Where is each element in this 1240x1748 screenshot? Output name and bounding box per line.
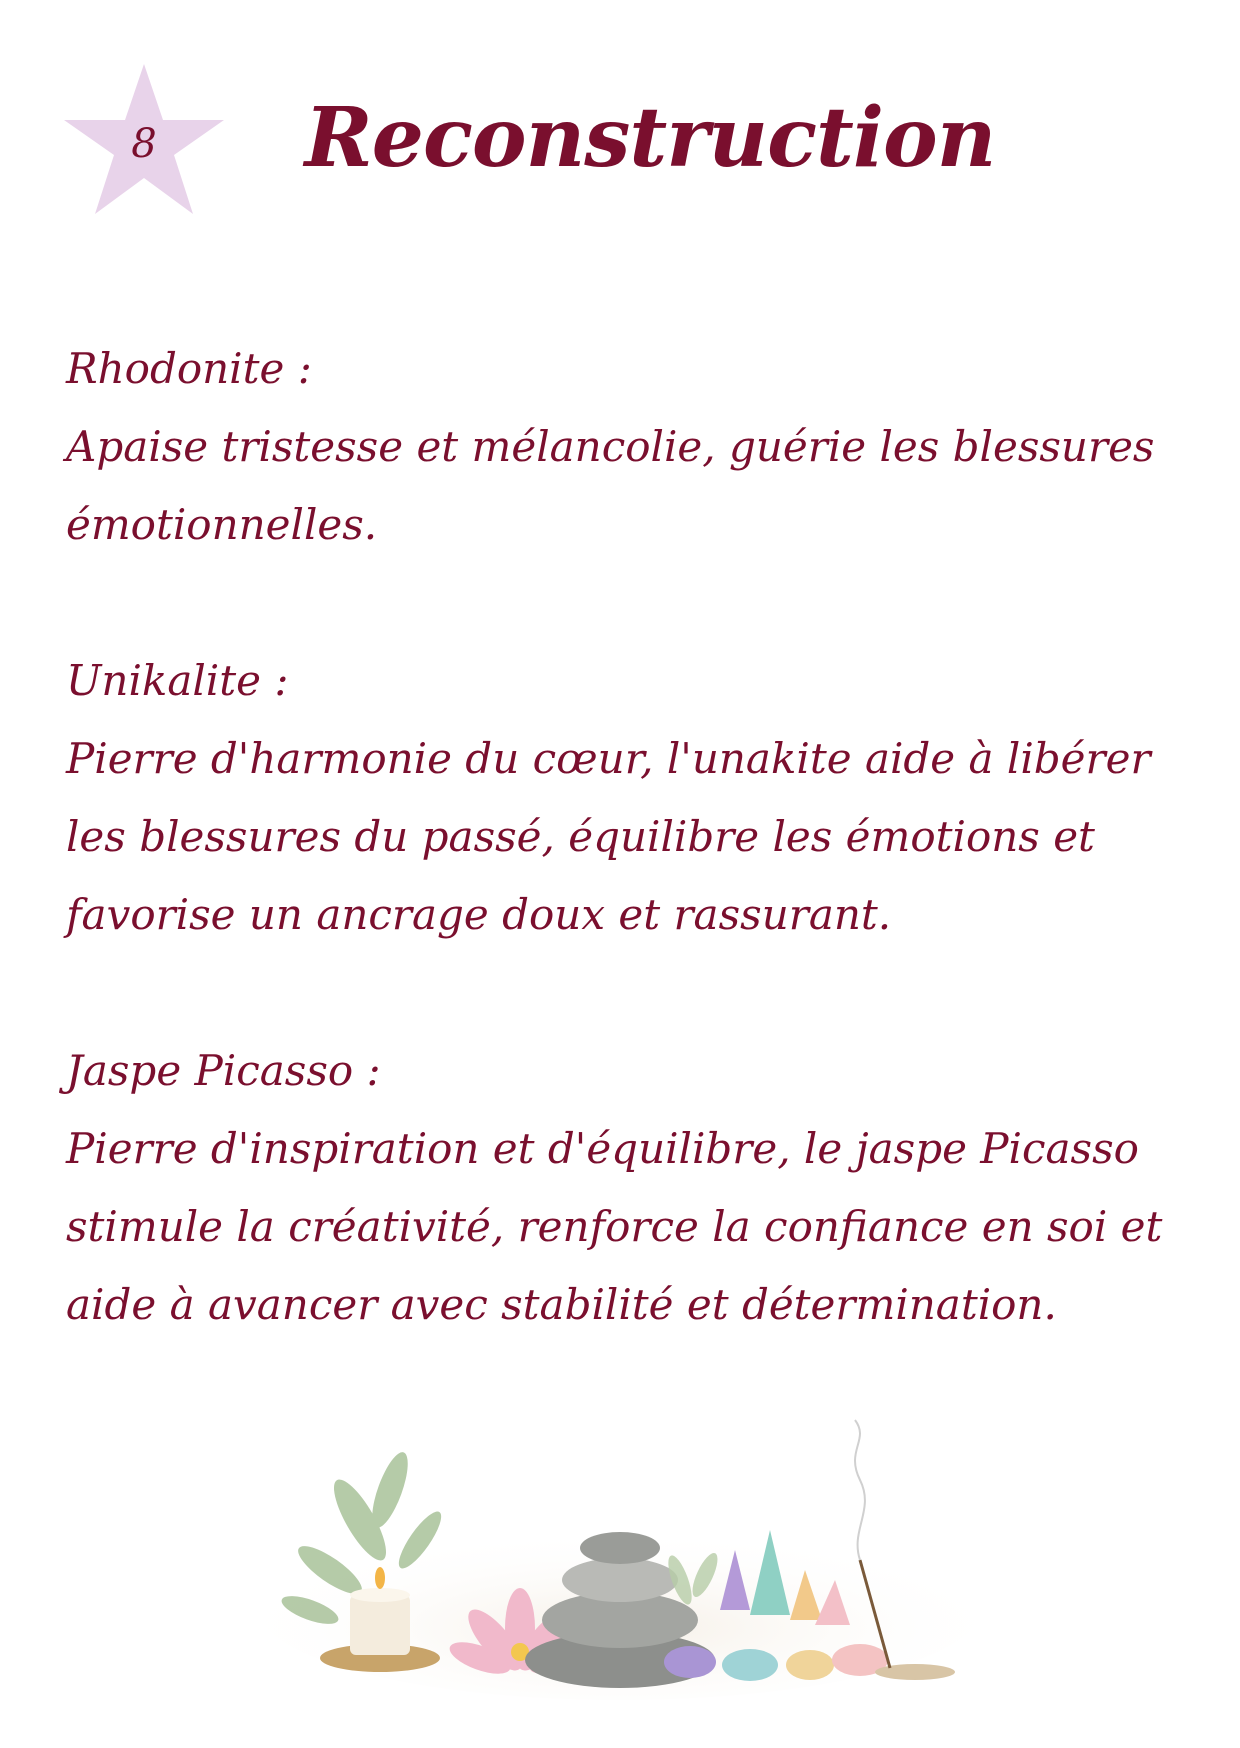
stone-name: Unikalite : [66,656,289,705]
stone-entry [66,330,1196,564]
page-title: Reconstruction [304,90,996,186]
stone-name: Jaspe Picasso : [66,1046,381,1095]
stone-description: Pierre d'inspiration et d'équilibre, le jaspe Picasso stimule la créativité, renforce la confiance en soi et aide à avancer avec stabilité et détermination. [66,1124,1163,1329]
stone-description: Apaise tristesse et mélancolie, guérie les blessures émotionnelles. [66,422,1155,549]
stone-entry [66,1032,1196,1344]
page-number: 8 [131,121,157,167]
stone-list [66,330,1196,1422]
stone-name: Rhodonite : [66,344,312,393]
stone-entry [66,642,1196,954]
stone-description: Pierre d'harmonie du cœur, l'unakite aide à libérer les blessures du passé, équilibre les émotions et favorise un ancrage doux et rassurant. [66,734,1151,939]
zen-stones-candle-lotus-crystals-illustration [250,1380,990,1710]
